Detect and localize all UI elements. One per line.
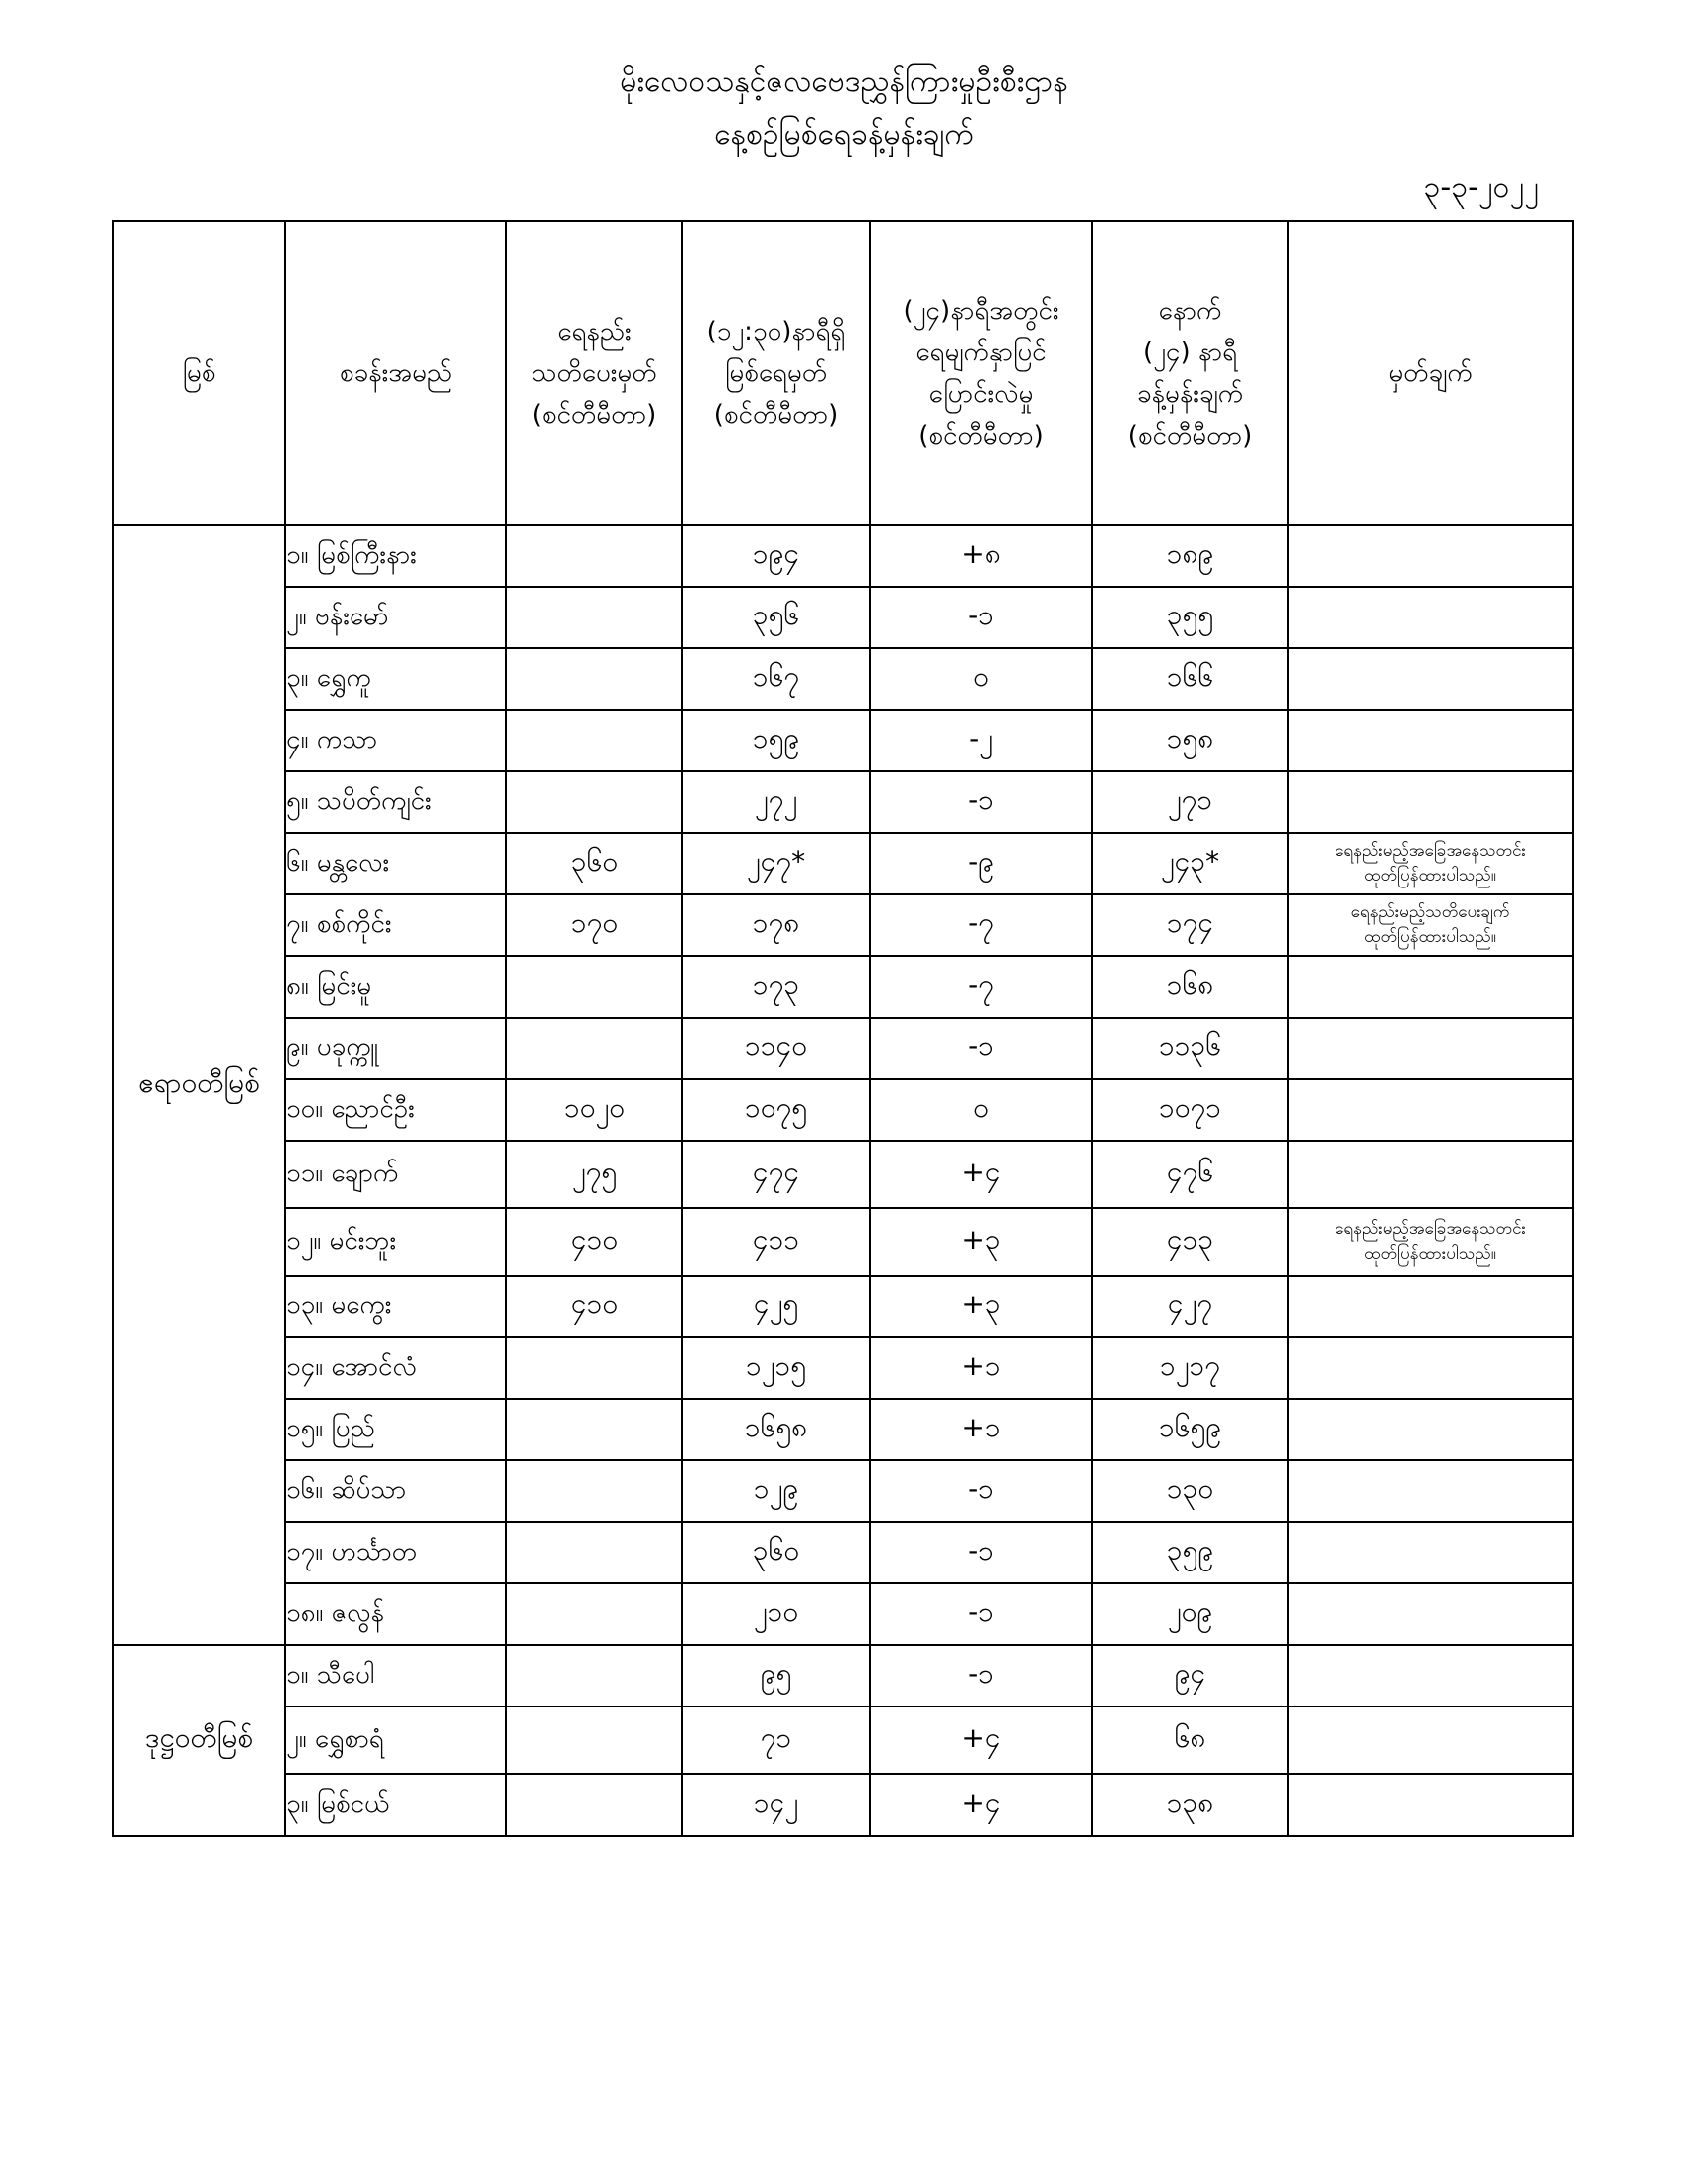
column-header-river: မြစ် xyxy=(113,221,285,525)
river-name-cell: ဒုဋ္ဌဝတီမြစ် xyxy=(113,1645,285,1836)
remark-line: ထုတ်ပြန်ထားပါသည်။ xyxy=(1364,1244,1496,1264)
current-level-cell: ၁၆၇ xyxy=(682,648,870,710)
station-cell: ၁၁။ ချောက် xyxy=(285,1141,506,1208)
level-change-cell: +၄ xyxy=(870,1706,1092,1774)
table-row xyxy=(113,587,1573,648)
table-row xyxy=(113,833,1573,894)
current-level-cell: ၁၆၅၈ xyxy=(682,1399,870,1460)
remark-cell xyxy=(1288,1141,1573,1208)
station-cell: ၂။ ရွှေစာရံ xyxy=(285,1706,506,1774)
table-row xyxy=(113,1460,1573,1522)
warning-level-cell: ၁၀၂၀ xyxy=(506,1079,682,1141)
remark-cell xyxy=(1288,1774,1573,1836)
warning-level-cell: ၃၆၀ xyxy=(506,833,682,894)
remark-cell xyxy=(1288,1583,1573,1645)
table-header-row xyxy=(113,221,1573,525)
current-level-cell: ၇၁ xyxy=(682,1706,870,1774)
forecast-level-cell: ၁၈၉ xyxy=(1092,525,1288,587)
warning-level-cell: ၂၇၅ xyxy=(506,1141,682,1208)
forecast-level-cell: ၄၁၃ xyxy=(1092,1208,1288,1276)
table-row xyxy=(113,1337,1573,1399)
current-level-cell: ၁၅၉ xyxy=(682,710,870,771)
forecast-level-cell: ၉၄ xyxy=(1092,1645,1288,1706)
station-cell: ၁။ သီပေါ xyxy=(285,1645,506,1706)
level-change-cell: -၁ xyxy=(870,1460,1092,1522)
remark-cell xyxy=(1288,1460,1573,1522)
current-level-cell: ၁၂၉ xyxy=(682,1460,870,1522)
current-level-cell: ၁၀၇၅ xyxy=(682,1079,870,1141)
table-row xyxy=(113,1018,1573,1079)
level-change-cell: -၁ xyxy=(870,587,1092,648)
remark-cell xyxy=(1288,1522,1573,1583)
column-header-forecast-line: နောက် xyxy=(1158,296,1222,326)
current-level-cell: ၁၄၂ xyxy=(682,1774,870,1836)
table-row xyxy=(113,1399,1573,1460)
forecast-level-cell: ၂၀၉ xyxy=(1092,1583,1288,1645)
column-header-current xyxy=(682,221,870,525)
forecast-level-cell: ၁၂၁၇ xyxy=(1092,1337,1288,1399)
column-header-forecast-line: (စင်တီမီတာ) xyxy=(1127,421,1253,451)
current-level-cell: ၂၇၂ xyxy=(682,771,870,833)
column-header-change-line: (စင်တီမီတာ) xyxy=(918,421,1044,451)
table-row xyxy=(113,525,1573,587)
forecast-level-cell: ၁၆၆ xyxy=(1092,648,1288,710)
forecast-level-cell: ၄၂၇ xyxy=(1092,1276,1288,1337)
station-cell: ၁၃။ မကွေး xyxy=(285,1276,506,1337)
warning-level-cell xyxy=(506,525,682,587)
level-change-cell: +၄ xyxy=(870,1774,1092,1836)
column-header-forecast xyxy=(1092,221,1288,525)
level-change-cell: +၃ xyxy=(870,1208,1092,1276)
table-row xyxy=(113,1208,1573,1276)
warning-level-cell xyxy=(506,710,682,771)
warning-level-cell xyxy=(506,1337,682,1399)
station-cell: ၁၈။ ဇလွန် xyxy=(285,1583,506,1645)
level-change-cell: -၁ xyxy=(870,1522,1092,1583)
level-change-cell: +၁ xyxy=(870,1399,1092,1460)
current-level-cell: ၉၅ xyxy=(682,1645,870,1706)
warning-level-cell: ၄၁၀ xyxy=(506,1276,682,1337)
table-row xyxy=(113,1774,1573,1836)
remark-cell xyxy=(1288,525,1573,587)
current-level-cell: ၄၁၁ xyxy=(682,1208,870,1276)
current-level-cell: ၃၅၆ xyxy=(682,587,870,648)
forecast-level-cell: ၂၇၁ xyxy=(1092,771,1288,833)
station-cell: ၉။ ပခုက္ကူ xyxy=(285,1018,506,1079)
remark-line: ရေနည်းမည့်အခြေအနေသတင်း xyxy=(1335,1219,1526,1239)
report-date: ၃-၃-၂၀၂၂ xyxy=(1423,170,1539,205)
warning-level-cell: ၄၁၀ xyxy=(506,1208,682,1276)
level-change-cell: -၁ xyxy=(870,1583,1092,1645)
station-cell: ၄။ ကသာ xyxy=(285,710,506,771)
current-level-cell: ၁၇၈ xyxy=(682,894,870,956)
forecast-level-cell: ၁၃၀ xyxy=(1092,1460,1288,1522)
table-row xyxy=(113,1522,1573,1583)
current-level-cell: ၁၂၁၅ xyxy=(682,1337,870,1399)
station-cell: ၃။ ရွှေကူ xyxy=(285,648,506,710)
station-cell: ၇။ စစ်ကိုင်း xyxy=(285,894,506,956)
table-row xyxy=(113,771,1573,833)
station-cell: ၁၄။ အောင်လံ xyxy=(285,1337,506,1399)
current-level-cell: ၁၉၄ xyxy=(682,525,870,587)
current-level-cell: ၁၇၃ xyxy=(682,956,870,1018)
station-cell: ၁။ မြစ်ကြီးနား xyxy=(285,525,506,587)
level-change-cell: ၀ xyxy=(870,1079,1092,1141)
level-change-cell: ၀ xyxy=(870,648,1092,710)
remark-line: ရေနည်းမည့်သတိပေးချက် xyxy=(1350,902,1510,922)
river-level-table xyxy=(112,220,1574,1837)
station-cell: ၁၇။ ဟင်္သာတ xyxy=(285,1522,506,1583)
remark-cell xyxy=(1288,1208,1573,1276)
remark-cell xyxy=(1288,1706,1573,1774)
level-change-cell: +၃ xyxy=(870,1276,1092,1337)
forecast-level-cell: ၂၄၃* xyxy=(1092,833,1288,894)
remark-cell xyxy=(1288,587,1573,648)
table-row xyxy=(113,1079,1573,1141)
column-header-change-line: ပြောင်းလဲမှု xyxy=(928,379,1034,409)
current-level-cell: ၄၇၄ xyxy=(682,1141,870,1208)
level-change-cell: -၇ xyxy=(870,894,1092,956)
forecast-level-cell: ၁၃၈ xyxy=(1092,1774,1288,1836)
remark-cell xyxy=(1288,1079,1573,1141)
warning-level-cell xyxy=(506,1583,682,1645)
level-change-cell: +၈ xyxy=(870,525,1092,587)
column-header-forecast-line: (၂၄) နာရီ xyxy=(1142,338,1238,367)
level-change-cell: -၇ xyxy=(870,956,1092,1018)
warning-level-cell xyxy=(506,1645,682,1706)
current-level-cell: ၁၁၄၀ xyxy=(682,1018,870,1079)
table-row xyxy=(113,710,1573,771)
forecast-level-cell: ၁၇၄ xyxy=(1092,894,1288,956)
station-cell: ၈။ မြင်းမူ xyxy=(285,956,506,1018)
column-header-remark: မှတ်ချက် xyxy=(1288,221,1573,525)
warning-level-cell xyxy=(506,587,682,648)
forecast-level-cell: ၃၅၅ xyxy=(1092,587,1288,648)
current-level-cell: ၂၄၇* xyxy=(682,833,870,894)
table-row xyxy=(113,1276,1573,1337)
forecast-level-cell: ၁၀၇၁ xyxy=(1092,1079,1288,1141)
warning-level-cell xyxy=(506,648,682,710)
column-header-change-line: (၂၄)နာရီအတွင်း xyxy=(903,296,1059,326)
table-row xyxy=(113,648,1573,710)
level-change-cell: -၂ xyxy=(870,710,1092,771)
remark-cell xyxy=(1288,894,1573,956)
forecast-level-cell: ၄၇၆ xyxy=(1092,1141,1288,1208)
warning-level-cell xyxy=(506,1774,682,1836)
table-row xyxy=(113,1141,1573,1208)
station-cell: ၃။ မြစ်ငယ် xyxy=(285,1774,506,1836)
warning-level-cell xyxy=(506,1522,682,1583)
remark-cell xyxy=(1288,1399,1573,1460)
station-cell: ၁၆။ ဆိပ်သာ xyxy=(285,1460,506,1522)
remark-cell xyxy=(1288,1337,1573,1399)
remark-cell xyxy=(1288,1645,1573,1706)
column-header-warning-line: ရေနည်း xyxy=(557,317,632,346)
current-level-cell: ၃၆၀ xyxy=(682,1522,870,1583)
level-change-cell: -၁ xyxy=(870,1645,1092,1706)
warning-level-cell xyxy=(506,771,682,833)
forecast-level-cell: ၆၈ xyxy=(1092,1706,1288,1774)
forecast-level-cell: ၁၆၅၉ xyxy=(1092,1399,1288,1460)
station-cell: ၂။ ဗန်းမော် xyxy=(285,587,506,648)
remark-line: ထုတ်ပြန်ထားပါသည်။ xyxy=(1364,927,1496,947)
current-level-cell: ၂၁၀ xyxy=(682,1583,870,1645)
warning-level-cell xyxy=(506,1460,682,1522)
table-row xyxy=(113,1583,1573,1645)
remark-cell xyxy=(1288,833,1573,894)
remark-cell xyxy=(1288,1018,1573,1079)
station-cell: ၁၅။ ပြည် xyxy=(285,1399,506,1460)
warning-level-cell xyxy=(506,1018,682,1079)
column-header-warning-line: (စင်တီမီတာ) xyxy=(531,400,657,430)
agency-title: မိုးလေဝသနှင့်ဇလဗေဒညွှန်ကြားမှုဦးစီးဌာန xyxy=(620,65,1068,99)
forecast-level-cell: ၁၅၈ xyxy=(1092,710,1288,771)
station-cell: ၁၀။ ညောင်ဦး xyxy=(285,1079,506,1141)
column-header-current-line: မြစ်ရေမှတ် xyxy=(724,358,828,388)
warning-level-cell: ၁၇၀ xyxy=(506,894,682,956)
level-change-cell: -၁ xyxy=(870,771,1092,833)
column-header-change-line: ရေမျက်နှာပြင် xyxy=(915,338,1047,367)
forecast-level-cell: ၁၆၈ xyxy=(1092,956,1288,1018)
warning-level-cell xyxy=(506,956,682,1018)
remark-line: ရေနည်းမည့်အခြေအနေသတင်း xyxy=(1335,841,1526,861)
table-row xyxy=(113,1645,1573,1706)
column-header-station: စခန်းအမည် xyxy=(285,221,506,525)
current-level-cell: ၄၂၅ xyxy=(682,1276,870,1337)
column-header-current-line: (စင်တီမီတာ) xyxy=(713,400,839,430)
level-change-cell: -၉ xyxy=(870,833,1092,894)
remark-cell xyxy=(1288,710,1573,771)
column-header-current-line: (၁၂:၃၀)နာရီရှိ xyxy=(706,317,846,346)
warning-level-cell xyxy=(506,1399,682,1460)
station-cell: ၁၂။ မင်းဘူး xyxy=(285,1208,506,1276)
forecast-level-cell: ၁၁၃၆ xyxy=(1092,1018,1288,1079)
station-cell: ၅။ သပိတ်ကျင်း xyxy=(285,771,506,833)
forecast-level-cell: ၃၅၉ xyxy=(1092,1522,1288,1583)
remark-cell xyxy=(1288,1276,1573,1337)
table-row xyxy=(113,956,1573,1018)
remark-line: ထုတ်ပြန်ထားပါသည်။ xyxy=(1364,866,1496,886)
report-title: နေ့စဉ်မြစ်ရေခန့်မှန်းချက် xyxy=(714,117,974,152)
warning-level-cell xyxy=(506,1706,682,1774)
column-header-warning xyxy=(506,221,682,525)
remark-cell xyxy=(1288,956,1573,1018)
column-header-forecast-line: ခန့်မှန်းချက် xyxy=(1136,379,1244,409)
table-row xyxy=(113,1706,1573,1774)
column-header-warning-line: သတိပေးမှတ် xyxy=(531,358,657,388)
remark-cell xyxy=(1288,648,1573,710)
river-name-cell: ဧရာဝတီမြစ် xyxy=(113,525,285,1645)
station-cell: ၆။ မန္တလေး xyxy=(285,833,506,894)
column-header-change xyxy=(870,221,1092,525)
level-change-cell: -၁ xyxy=(870,1018,1092,1079)
level-change-cell: +၄ xyxy=(870,1141,1092,1208)
remark-cell xyxy=(1288,771,1573,833)
table-row xyxy=(113,894,1573,956)
level-change-cell: +၁ xyxy=(870,1337,1092,1399)
